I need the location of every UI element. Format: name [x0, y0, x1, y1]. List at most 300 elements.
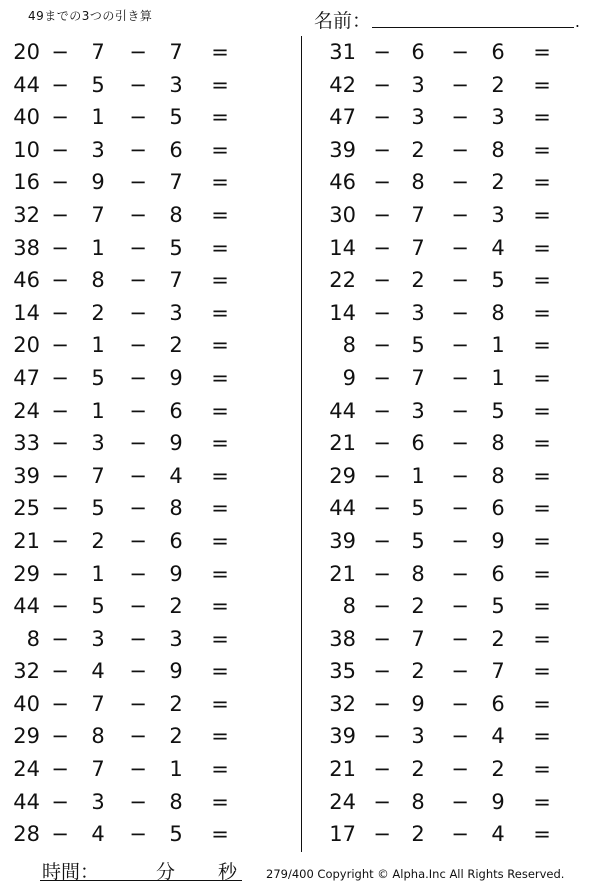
subtrahend-2: 5 — [169, 105, 183, 130]
subtrahend-1: 2 — [91, 528, 105, 553]
seconds-label: 秒 — [218, 861, 238, 883]
subtrahend-2: 8 — [169, 789, 183, 814]
minus-sign: − — [51, 105, 69, 130]
minuend: 14 — [13, 300, 40, 325]
minuend: 9 — [342, 365, 356, 390]
minus-sign: − — [373, 659, 391, 684]
minus-sign: − — [129, 789, 147, 814]
minuend: 28 — [13, 822, 40, 847]
equals-sign: = — [533, 463, 551, 488]
minus-sign: − — [373, 398, 391, 423]
minuend: 14 — [329, 235, 356, 260]
equals-sign: = — [533, 137, 551, 162]
minuend: 24 — [329, 789, 356, 814]
minus-sign: − — [451, 822, 469, 847]
subtrahend-1: 9 — [91, 170, 105, 195]
equals-sign: = — [533, 757, 551, 782]
problem-row — [310, 199, 590, 232]
subtrahend-1: 7 — [411, 365, 425, 390]
equals-sign: = — [211, 365, 229, 390]
minus-sign: − — [129, 300, 147, 325]
minus-sign: − — [451, 594, 469, 619]
minuend: 38 — [329, 626, 356, 651]
subtrahend-1: 5 — [411, 528, 425, 553]
problem-row — [0, 525, 280, 558]
subtrahend-2: 8 — [491, 300, 505, 325]
subtrahend-2: 5 — [169, 235, 183, 260]
subtrahend-1: 3 — [411, 72, 425, 97]
subtrahend-1: 7 — [91, 463, 105, 488]
minus-sign: − — [129, 691, 147, 716]
subtrahend-2: 5 — [491, 594, 505, 619]
minus-sign: − — [129, 757, 147, 782]
minus-sign: − — [451, 431, 469, 456]
problem-row — [310, 688, 590, 721]
equals-sign: = — [211, 170, 229, 195]
problem-row — [0, 688, 280, 721]
minuend: 32 — [329, 691, 356, 716]
minus-sign: − — [129, 40, 147, 64]
minuend: 39 — [329, 528, 356, 553]
problem-column-right — [310, 36, 590, 851]
subtrahend-2: 8 — [491, 463, 505, 488]
subtrahend-2: 3 — [169, 300, 183, 325]
minus-sign: − — [129, 365, 147, 390]
subtrahend-2: 7 — [169, 170, 183, 195]
problem-row — [310, 264, 590, 297]
problem-row — [0, 623, 280, 656]
subtrahend-1: 8 — [411, 170, 425, 195]
minus-sign: − — [51, 463, 69, 488]
subtrahend-1: 3 — [91, 789, 105, 814]
minus-sign: − — [51, 724, 69, 749]
problem-row — [310, 525, 590, 558]
minus-sign: − — [373, 724, 391, 749]
minus-sign: − — [51, 757, 69, 782]
equals-sign: = — [211, 496, 229, 521]
equals-sign: = — [211, 268, 229, 293]
subtrahend-1: 5 — [91, 72, 105, 97]
minus-sign: − — [51, 822, 69, 847]
equals-sign: = — [533, 72, 551, 97]
problem-row — [310, 623, 590, 656]
subtrahend-2: 1 — [491, 333, 505, 358]
minus-sign: − — [451, 137, 469, 162]
minus-sign: − — [129, 202, 147, 227]
equals-sign: = — [533, 40, 551, 64]
minus-sign: − — [373, 691, 391, 716]
problem-row — [0, 720, 280, 753]
problem-row — [0, 362, 280, 395]
problem-row — [310, 460, 590, 493]
minus-sign: − — [451, 300, 469, 325]
problem-row — [310, 329, 590, 362]
equals-sign: = — [211, 528, 229, 553]
subtrahend-1: 3 — [411, 724, 425, 749]
subtrahend-1: 8 — [411, 789, 425, 814]
minus-sign: − — [51, 333, 69, 358]
minus-sign: − — [51, 594, 69, 619]
minus-sign: − — [451, 659, 469, 684]
minuend: 46 — [329, 170, 356, 195]
minus-sign: − — [373, 300, 391, 325]
minus-sign: − — [51, 789, 69, 814]
minus-sign: − — [373, 822, 391, 847]
subtrahend-1: 3 — [91, 431, 105, 456]
minuend: 20 — [13, 40, 40, 64]
minus-sign: − — [129, 561, 147, 586]
minuend: 40 — [13, 105, 40, 130]
problem-column-left — [0, 36, 280, 851]
subtrahend-2: 3 — [169, 626, 183, 651]
minuend: 8 — [342, 594, 356, 619]
minuend: 14 — [329, 300, 356, 325]
subtrahend-1: 1 — [91, 398, 105, 423]
equals-sign: = — [211, 822, 229, 847]
equals-sign: = — [211, 724, 229, 749]
problem-row — [310, 362, 590, 395]
problem-row — [310, 492, 590, 525]
subtrahend-1: 1 — [91, 235, 105, 260]
minus-sign: − — [451, 626, 469, 651]
minuend: 39 — [13, 463, 40, 488]
minus-sign: − — [451, 496, 469, 521]
problem-row — [310, 427, 590, 460]
minus-sign: − — [129, 333, 147, 358]
subtrahend-2: 8 — [169, 202, 183, 227]
subtrahend-2: 8 — [491, 431, 505, 456]
problem-row — [310, 166, 590, 199]
subtrahend-2: 5 — [491, 268, 505, 293]
equals-sign: = — [211, 463, 229, 488]
problem-row — [0, 297, 280, 330]
subtrahend-1: 2 — [411, 268, 425, 293]
equals-sign: = — [533, 724, 551, 749]
minus-sign: − — [129, 431, 147, 456]
subtrahend-2: 2 — [491, 170, 505, 195]
minuend: 30 — [329, 202, 356, 227]
problem-row — [310, 297, 590, 330]
minuend: 39 — [329, 137, 356, 162]
problem-row — [0, 558, 280, 591]
equals-sign: = — [533, 691, 551, 716]
minus-sign: − — [129, 235, 147, 260]
subtrahend-2: 4 — [491, 235, 505, 260]
minuend: 32 — [13, 202, 40, 227]
name-end-mark: . — [574, 12, 580, 31]
subtrahend-2: 6 — [169, 398, 183, 423]
equals-sign: = — [533, 105, 551, 130]
minus-sign: − — [451, 333, 469, 358]
subtrahend-1: 2 — [411, 822, 425, 847]
problem-row — [310, 134, 590, 167]
minus-sign: − — [51, 235, 69, 260]
problem-row — [310, 786, 590, 819]
problem-row — [0, 101, 280, 134]
minus-sign: − — [129, 496, 147, 521]
problem-row — [0, 460, 280, 493]
minus-sign: − — [373, 626, 391, 651]
minus-sign: − — [51, 691, 69, 716]
subtrahend-2: 5 — [491, 398, 505, 423]
minus-sign: − — [373, 170, 391, 195]
minus-sign: − — [451, 691, 469, 716]
minus-sign: − — [51, 72, 69, 97]
minuend: 25 — [13, 496, 40, 521]
minuend: 21 — [329, 561, 356, 586]
subtrahend-2: 2 — [169, 724, 183, 749]
minuend: 47 — [13, 365, 40, 390]
minuend: 20 — [13, 333, 40, 358]
subtrahend-2: 2 — [491, 626, 505, 651]
minus-sign: − — [129, 594, 147, 619]
problem-row — [0, 818, 280, 851]
minus-sign: − — [51, 659, 69, 684]
equals-sign: = — [533, 528, 551, 553]
problem-row — [0, 590, 280, 623]
subtrahend-2: 6 — [491, 496, 505, 521]
subtrahend-1: 5 — [411, 496, 425, 521]
minus-sign: − — [129, 822, 147, 847]
equals-sign: = — [211, 659, 229, 684]
minus-sign: − — [51, 561, 69, 586]
minus-sign: − — [51, 40, 69, 64]
minus-sign: − — [373, 789, 391, 814]
subtrahend-1: 2 — [411, 594, 425, 619]
minus-sign: − — [129, 170, 147, 195]
equals-sign: = — [211, 561, 229, 586]
worksheet-title: 49までの3つの引き算 — [28, 9, 153, 23]
minus-sign: − — [451, 365, 469, 390]
minuend: 44 — [13, 72, 40, 97]
minuend: 22 — [329, 268, 356, 293]
subtrahend-1: 1 — [91, 105, 105, 130]
problem-row — [310, 558, 590, 591]
equals-sign: = — [211, 333, 229, 358]
minuend: 44 — [329, 398, 356, 423]
subtrahend-1: 8 — [91, 724, 105, 749]
minuend: 31 — [329, 40, 356, 64]
equals-sign: = — [533, 333, 551, 358]
minus-sign: − — [451, 72, 469, 97]
subtrahend-1: 4 — [91, 659, 105, 684]
equals-sign: = — [533, 626, 551, 651]
minus-sign: − — [451, 398, 469, 423]
minuend: 8 — [26, 626, 40, 651]
subtrahend-2: 6 — [169, 528, 183, 553]
subtrahend-1: 6 — [411, 431, 425, 456]
minus-sign: − — [129, 105, 147, 130]
minus-sign: − — [373, 333, 391, 358]
minuend: 21 — [329, 757, 356, 782]
subtrahend-2: 2 — [169, 333, 183, 358]
equals-sign: = — [533, 561, 551, 586]
subtrahend-1: 7 — [91, 757, 105, 782]
minus-sign: − — [373, 268, 391, 293]
minuend: 8 — [342, 333, 356, 358]
minus-sign: − — [451, 757, 469, 782]
minus-sign: − — [373, 561, 391, 586]
name-label: 名前： — [314, 10, 372, 32]
minus-sign: − — [129, 626, 147, 651]
subtrahend-1: 7 — [411, 626, 425, 651]
subtrahend-2: 5 — [169, 822, 183, 847]
equals-sign: = — [211, 202, 229, 227]
subtrahend-1: 1 — [411, 463, 425, 488]
problem-row — [0, 786, 280, 819]
equals-sign: = — [533, 496, 551, 521]
subtrahend-2: 9 — [169, 659, 183, 684]
subtrahend-1: 1 — [91, 561, 105, 586]
equals-sign: = — [533, 594, 551, 619]
minuend: 35 — [329, 659, 356, 684]
equals-sign: = — [533, 659, 551, 684]
minuend: 44 — [13, 789, 40, 814]
minus-sign: − — [51, 398, 69, 423]
problem-row — [310, 720, 590, 753]
problem-row — [0, 264, 280, 297]
subtrahend-1: 7 — [91, 691, 105, 716]
subtrahend-1: 5 — [91, 496, 105, 521]
minus-sign: − — [373, 463, 391, 488]
subtrahend-2: 9 — [169, 431, 183, 456]
equals-sign: = — [211, 105, 229, 130]
equals-sign: = — [533, 398, 551, 423]
equals-sign: = — [533, 268, 551, 293]
subtrahend-2: 9 — [491, 789, 505, 814]
minuend: 10 — [13, 137, 40, 162]
subtrahend-1: 4 — [91, 822, 105, 847]
minuend: 29 — [329, 463, 356, 488]
minuend: 38 — [13, 235, 40, 260]
minuend: 33 — [13, 431, 40, 456]
problem-row — [0, 492, 280, 525]
minuend: 17 — [329, 822, 356, 847]
equals-sign: = — [211, 757, 229, 782]
subtrahend-1: 3 — [411, 105, 425, 130]
equals-sign: = — [211, 235, 229, 260]
subtrahend-2: 6 — [169, 137, 183, 162]
equals-sign: = — [533, 822, 551, 847]
minuend: 40 — [13, 691, 40, 716]
minus-sign: − — [51, 626, 69, 651]
minus-sign: − — [373, 496, 391, 521]
equals-sign: = — [211, 137, 229, 162]
subtrahend-1: 9 — [411, 691, 425, 716]
subtrahend-2: 7 — [169, 268, 183, 293]
minus-sign: − — [451, 463, 469, 488]
column-divider — [301, 36, 302, 852]
subtrahend-1: 7 — [91, 202, 105, 227]
minus-sign: − — [129, 72, 147, 97]
problem-row — [0, 655, 280, 688]
subtrahend-2: 2 — [491, 72, 505, 97]
equals-sign: = — [211, 626, 229, 651]
name-underline — [372, 27, 574, 28]
minus-sign: − — [51, 170, 69, 195]
subtrahend-1: 5 — [91, 594, 105, 619]
equals-sign: = — [533, 365, 551, 390]
subtrahend-2: 3 — [491, 202, 505, 227]
problem-row — [310, 36, 590, 69]
minus-sign: − — [129, 137, 147, 162]
subtrahend-2: 2 — [169, 594, 183, 619]
minuend: 29 — [13, 561, 40, 586]
minus-sign: − — [373, 105, 391, 130]
subtrahend-2: 9 — [169, 365, 183, 390]
minuend: 42 — [329, 72, 356, 97]
minus-sign: − — [373, 40, 391, 64]
subtrahend-1: 3 — [91, 626, 105, 651]
subtrahend-2: 8 — [169, 496, 183, 521]
subtrahend-2: 6 — [491, 561, 505, 586]
problem-row — [310, 590, 590, 623]
problem-row — [0, 329, 280, 362]
subtrahend-2: 2 — [169, 691, 183, 716]
problem-row — [0, 36, 280, 69]
minus-sign: − — [373, 757, 391, 782]
subtrahend-1: 2 — [411, 137, 425, 162]
copyright-text: 279/400 Copyright © Alpha.Inc All Rights Reserved. — [266, 867, 565, 881]
problem-row — [0, 395, 280, 428]
problem-row — [0, 199, 280, 232]
minuend: 16 — [13, 170, 40, 195]
subtrahend-1: 6 — [411, 40, 425, 64]
problem-row — [0, 427, 280, 460]
minus-sign: − — [129, 268, 147, 293]
minus-sign: − — [129, 463, 147, 488]
minuend: 21 — [329, 431, 356, 456]
problem-row — [310, 101, 590, 134]
minus-sign: − — [51, 137, 69, 162]
problem-row — [0, 166, 280, 199]
minuend: 44 — [329, 496, 356, 521]
minus-sign: − — [373, 72, 391, 97]
subtrahend-2: 3 — [491, 105, 505, 130]
minus-sign: − — [51, 202, 69, 227]
minus-sign: − — [373, 137, 391, 162]
subtrahend-2: 1 — [491, 365, 505, 390]
minus-sign: − — [451, 202, 469, 227]
minus-sign: − — [51, 300, 69, 325]
subtrahend-2: 4 — [491, 822, 505, 847]
minuend: 46 — [13, 268, 40, 293]
name-field — [314, 6, 580, 30]
subtrahend-2: 6 — [491, 691, 505, 716]
minus-sign: − — [129, 659, 147, 684]
subtrahend-1: 8 — [411, 561, 425, 586]
subtrahend-2: 7 — [491, 659, 505, 684]
minuend: 47 — [329, 105, 356, 130]
minus-sign: − — [373, 431, 391, 456]
equals-sign: = — [211, 691, 229, 716]
minus-sign: − — [373, 528, 391, 553]
minus-sign: − — [51, 268, 69, 293]
minus-sign: − — [451, 40, 469, 64]
minuend: 21 — [13, 528, 40, 553]
time-underline — [40, 880, 242, 881]
minuend: 39 — [329, 724, 356, 749]
problem-row — [0, 134, 280, 167]
minus-sign: − — [451, 268, 469, 293]
minus-sign: − — [129, 724, 147, 749]
subtrahend-1: 7 — [411, 235, 425, 260]
problem-row — [0, 69, 280, 102]
minus-sign: − — [451, 105, 469, 130]
equals-sign: = — [533, 789, 551, 814]
minus-sign: − — [451, 724, 469, 749]
minus-sign: − — [451, 170, 469, 195]
